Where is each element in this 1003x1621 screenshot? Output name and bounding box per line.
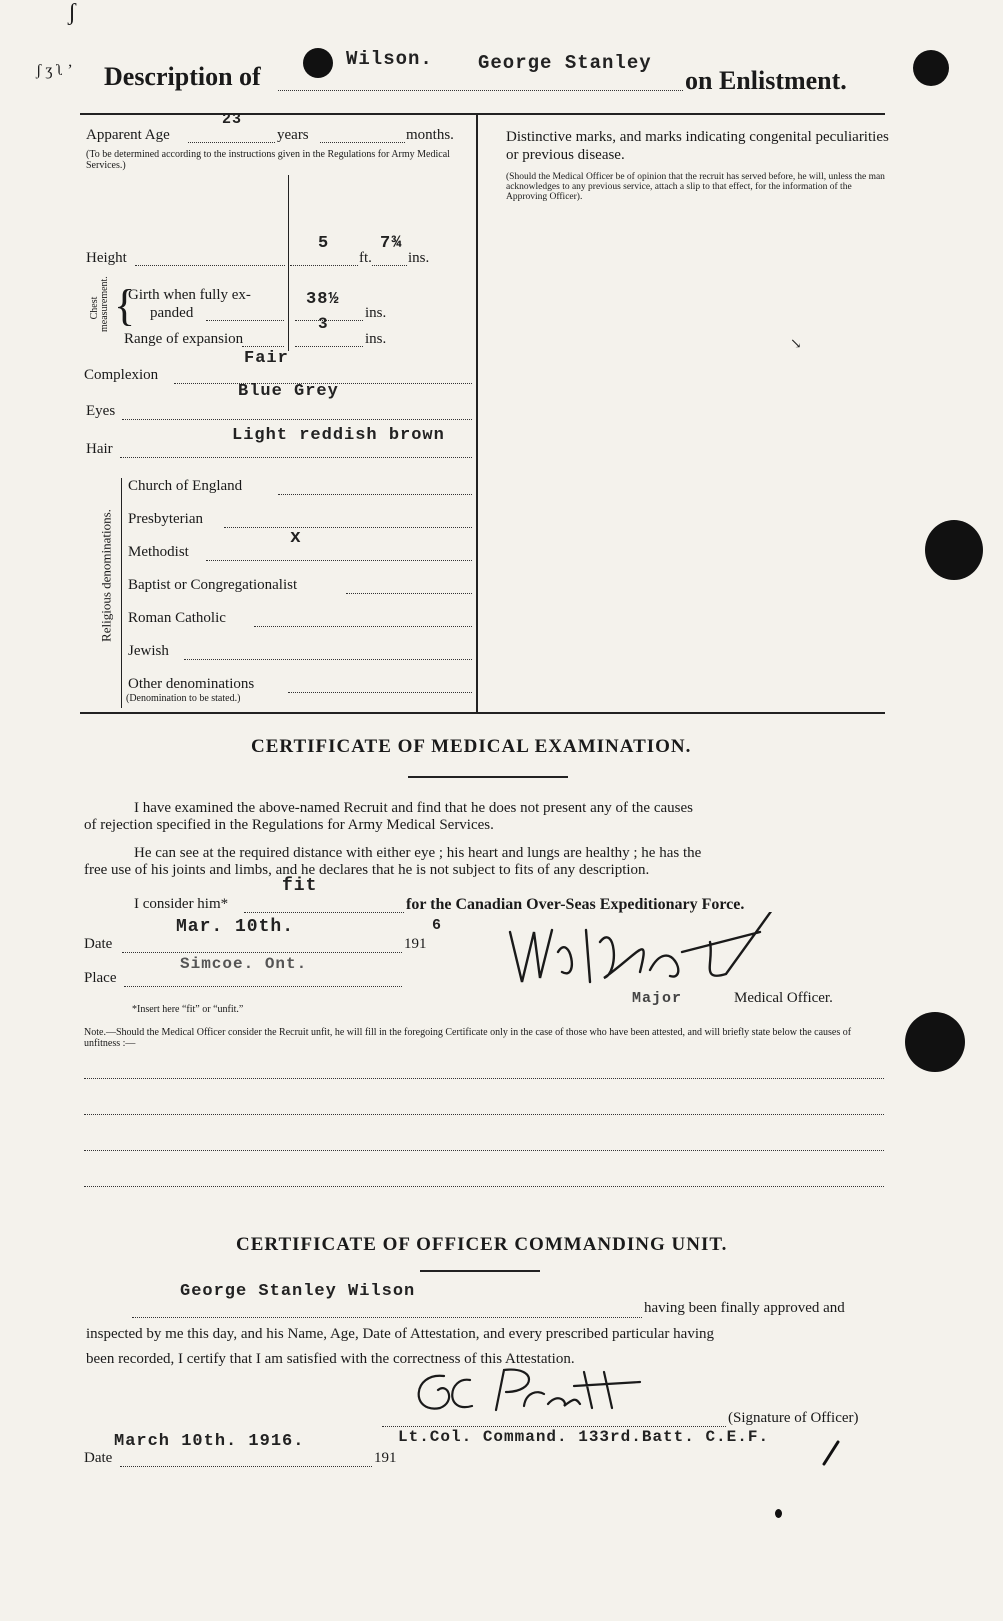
months-line: [320, 142, 405, 143]
complexion-label: Complexion: [84, 367, 159, 383]
stray-mark: ↘: [790, 337, 802, 352]
co-year-prefix: 191: [374, 1450, 397, 1466]
unfitness-line: [84, 1114, 884, 1115]
consider-line: [244, 912, 404, 913]
medical-date-value: Mar. 10th.: [176, 917, 295, 937]
ft-label: ft.: [359, 250, 372, 266]
top-border: [80, 113, 885, 115]
co-date-line: [120, 1466, 372, 1467]
religion-church-of-england: Church of England: [128, 478, 243, 494]
title-rule: [408, 776, 568, 778]
religion-line: [254, 626, 472, 627]
height-line: [135, 265, 285, 266]
hair-label: Hair: [86, 441, 113, 457]
age-label: Apparent Age: [86, 127, 170, 143]
girth-line: [206, 320, 284, 321]
religion-baptist: Baptist or Congregationalist: [128, 577, 298, 593]
medical-para1-l2: of rejection specified in the Regulations for Army Medical Services.: [84, 817, 494, 833]
medical-officer-label: Medical Officer.: [734, 990, 833, 1006]
unfitness-line: [84, 1186, 884, 1187]
hair-value: Light reddish brown: [232, 426, 445, 445]
co-name-value: George Stanley Wilson: [180, 1282, 416, 1301]
medical-officer-rank: Major: [632, 990, 683, 1007]
girth-label-2: panded: [150, 305, 194, 321]
height-ft-value: 5: [318, 234, 330, 253]
bottom-border: [80, 712, 885, 714]
place-line: [124, 986, 402, 987]
religion-other: Other denominations: [128, 676, 255, 692]
margin-mark: ʃ ʒ ʅ ’: [36, 62, 73, 79]
insert-note: *Insert here “fit” or “unfit.”: [132, 1004, 244, 1015]
distinctive-heading: Distinctive marks, and marks indicating congenital peculiarities or previous disease.: [506, 129, 889, 163]
ink-dot: [775, 1509, 782, 1518]
height-in-value: 7¾: [380, 234, 403, 253]
co-signature-label: (Signature of Officer): [728, 1410, 859, 1426]
measure-divider: [288, 175, 289, 351]
religion-jewish: Jewish: [128, 643, 169, 659]
co-date-value: March 10th. 1916.: [114, 1432, 305, 1451]
religion-line: [206, 560, 472, 561]
girth-label-1: Girth when fully ex-: [128, 287, 251, 303]
range-label: Range of expansion: [124, 331, 244, 347]
distinctive-note: (Should the Medical Officer be of opinion that the recruit has served before, he will, unless the man acknowledges to any previous service, attach a slip to that effect, for the information of the Approving Officer).: [506, 172, 885, 202]
co-line1-tail: having been finally approved and: [644, 1300, 845, 1316]
punch-hole: [913, 50, 949, 86]
co-line2: inspected by me this day, and his Name, Age, Date of Attestation, and every prescribed particular having: [86, 1326, 715, 1342]
co-name-line: [132, 1317, 642, 1318]
consider-label: I consider him*: [134, 896, 229, 912]
religion-line: [346, 593, 472, 594]
place-value: Simcoe. Ont.: [180, 955, 308, 973]
months-label: months.: [406, 127, 454, 143]
unfitness-line: [84, 1150, 884, 1151]
medical-date-label: Date: [84, 936, 113, 952]
range-value: 3: [318, 315, 329, 333]
religion-other-note: (Denomination to be stated.): [126, 693, 241, 704]
surname: Wilson.: [346, 48, 433, 70]
commanding-officer-signature: [408, 1362, 678, 1422]
medical-officer-signature: [500, 912, 800, 992]
religion-methodist: Methodist: [128, 544, 189, 560]
ft-line: [290, 265, 358, 266]
header-name-line: [278, 90, 683, 91]
years-label: years: [277, 127, 309, 143]
given-names: George Stanley: [478, 52, 652, 74]
age-line: [188, 142, 275, 143]
ins-label: ins.: [408, 250, 430, 266]
ins-line: [372, 265, 407, 266]
header-suffix: on Enlistment.: [685, 66, 847, 95]
unfit-note: Note.—Should the Medical Officer consider the Recruit unfit, he will fill in the foregoing Certificate only in the case of those who have been attested, and will briefly state below the causes of unfitness :—: [84, 1027, 852, 1049]
range-line: [242, 346, 284, 347]
punch-hole: [303, 48, 333, 78]
religion-line: [224, 527, 472, 528]
religion-line: [288, 692, 472, 693]
title-rule: [420, 1270, 540, 1272]
medical-date-line: [122, 952, 402, 953]
religion-mark: x: [290, 528, 302, 548]
medical-para1-l1: I have examined the above-named Recruit and find that he does not present any of the causes: [134, 800, 693, 816]
place-label: Place: [84, 970, 117, 986]
medical-year-prefix: 191: [404, 936, 427, 952]
punch-hole: [925, 520, 983, 580]
religion-bracket: [121, 478, 122, 708]
range-ins-line: [295, 346, 363, 347]
column-divider: [476, 113, 478, 713]
medical-para2-l2: free use of his joints and limbs, and he declares that he is not subject to fits of any description.: [84, 862, 650, 878]
medical-para2-l1: He can see at the required distance with either eye ; his heart and lungs are healthy ; he has the: [134, 845, 702, 861]
age-value: 23: [222, 111, 243, 128]
religion-presbyterian: Presbyterian: [128, 511, 203, 527]
religion-roman-catholic: Roman Catholic: [128, 610, 226, 626]
co-typed-rank: Lt.Col. Command. 133rd.Batt. C.E.F.: [398, 1428, 770, 1446]
consider-value: fit: [282, 876, 318, 896]
co-date-label: Date: [84, 1450, 113, 1466]
hair-line: [120, 457, 472, 458]
header-prefix: Description of: [104, 62, 261, 91]
eyes-label: Eyes: [86, 403, 116, 419]
eyes-line: [122, 419, 472, 420]
religion-side-label: Religious denominations.: [98, 509, 114, 642]
chest-side-label: Chest measurement.: [89, 276, 110, 332]
medical-year-digit: 6: [432, 917, 443, 934]
co-line3: been recorded, I certify that I am satisfied with the correctness of this Attestation.: [86, 1351, 575, 1367]
religion-line: [184, 659, 472, 660]
punch-hole: [905, 1012, 965, 1072]
pen-mark: [818, 1440, 842, 1470]
complexion-value: Fair: [244, 349, 289, 368]
force-label: for the Canadian Over-Seas Expeditionary Force.: [406, 896, 745, 913]
commanding-title: CERTIFICATE OF OFFICER COMMANDING UNIT.: [236, 1234, 728, 1255]
range-ins-label: ins.: [365, 331, 387, 347]
eyes-value: Blue Grey: [238, 382, 339, 401]
age-note: (To be determined according to the instructions given in the Regulations for Army Medical Services.): [86, 149, 450, 171]
co-signature-line: [382, 1426, 726, 1427]
height-label: Height: [86, 250, 127, 266]
girth-value: 38½: [306, 290, 340, 309]
medical-title: CERTIFICATE OF MEDICAL EXAMINATION.: [251, 736, 692, 757]
girth-ins-line: [295, 320, 363, 321]
corner-mark: ʃ: [68, 0, 76, 26]
unfitness-line: [84, 1078, 884, 1079]
chest-brace: {: [114, 281, 136, 330]
religion-line: [278, 494, 472, 495]
girth-ins-label: ins.: [365, 305, 387, 321]
